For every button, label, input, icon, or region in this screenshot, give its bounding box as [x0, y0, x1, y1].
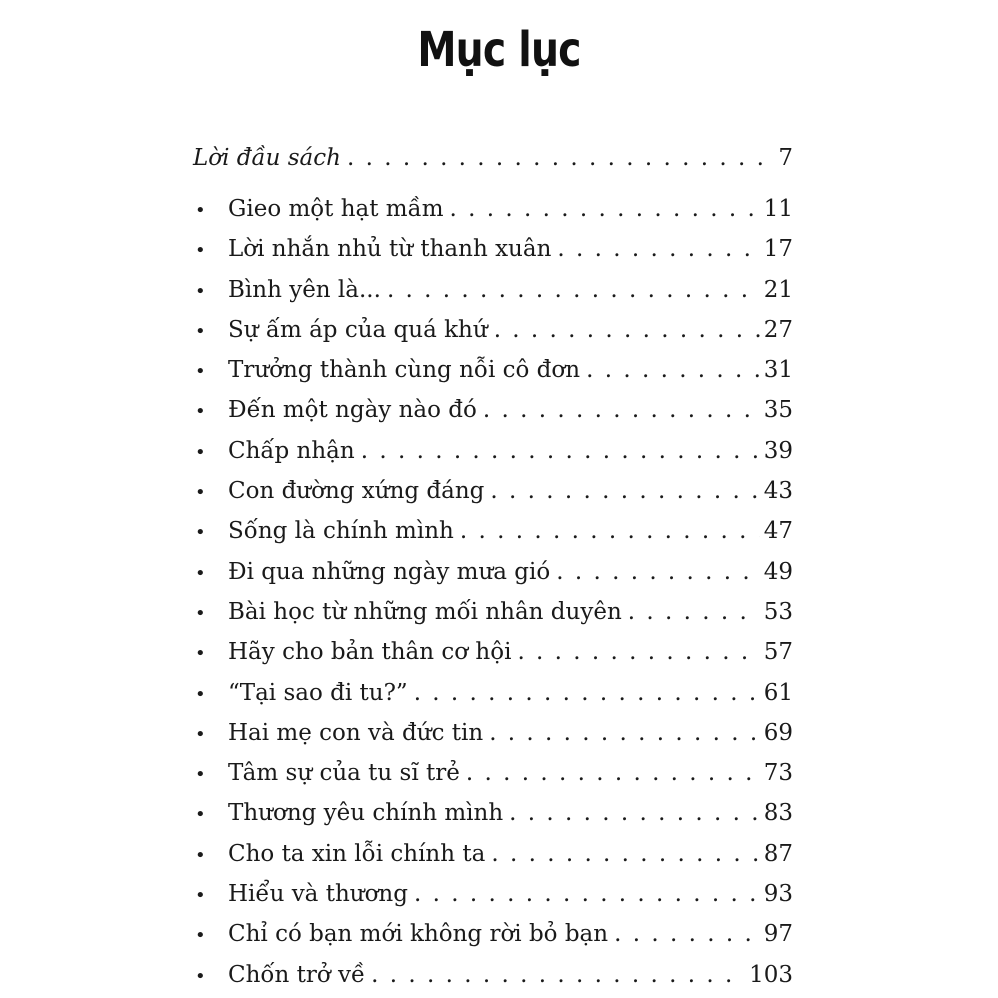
dot-leader	[414, 874, 760, 914]
dot-leader	[371, 955, 745, 995]
bullet-icon: •	[195, 240, 206, 262]
toc-entry-label: Hiểu và thương	[228, 881, 408, 908]
toc-entry-row[interactable]	[193, 390, 793, 430]
toc-entry-label: Hãy cho bản thân cơ hội	[228, 639, 512, 666]
bullet-icon: •	[195, 965, 206, 987]
toc-entry-label: Chấp nhận	[228, 437, 355, 464]
bullet-icon: •	[195, 200, 206, 221]
toc-preface-page: 7	[778, 145, 793, 171]
toc-entry-row[interactable]	[193, 592, 793, 632]
bullet-icon: •	[195, 401, 206, 423]
toc-preface-row[interactable]	[193, 138, 793, 189]
dot-leader	[628, 592, 760, 632]
toc-entry-page: 87	[763, 840, 793, 867]
bullet-icon: •	[195, 562, 206, 584]
dot-leader	[517, 632, 759, 672]
dot-leader	[491, 834, 759, 874]
toc-entry-page: 57	[763, 639, 793, 666]
toc-entry-row[interactable]	[193, 914, 793, 954]
toc-entry-page: 43	[763, 478, 793, 505]
toc-entries-list	[193, 189, 793, 995]
toc-entry-row[interactable]	[193, 310, 793, 350]
dot-leader	[489, 713, 760, 753]
toc-entry-label: Chốn trở về	[228, 961, 366, 988]
toc-entry-page: 103	[749, 961, 793, 988]
toc-entry-page: 11	[763, 196, 793, 222]
toc-entry-row[interactable]	[193, 632, 793, 672]
page-title: Mục lục	[417, 22, 581, 78]
bullet-icon: •	[195, 723, 206, 745]
toc-entry-page: 47	[763, 518, 793, 545]
dot-leader	[347, 138, 774, 178]
bullet-icon: •	[195, 522, 206, 544]
toc-entry-label: Con đường xứng đáng	[228, 478, 485, 505]
dot-leader	[614, 914, 760, 954]
toc-entry-label: Hai mẹ con và đức tin	[228, 719, 484, 746]
toc-entry-label: Chỉ có bạn mới không rời bỏ bạn	[228, 921, 609, 948]
bullet-icon: •	[195, 885, 206, 907]
bullet-icon: •	[195, 764, 206, 786]
dot-leader	[460, 511, 760, 551]
toc-entry-page: 93	[763, 881, 793, 908]
toc-entry-label: Bài học từ những mối nhân duyên	[228, 598, 622, 625]
toc-entry-row[interactable]	[193, 834, 793, 874]
bullet-icon: •	[195, 441, 206, 463]
dot-leader	[586, 350, 760, 390]
toc-entry-label: Sống là chính mình	[228, 518, 454, 545]
bullet-icon: •	[195, 361, 206, 383]
toc-entry-label: Sự ấm áp của quá khứ	[228, 316, 488, 343]
dot-leader	[509, 793, 760, 833]
toc-entry-row[interactable]	[193, 471, 793, 511]
toc-entry-row[interactable]	[193, 350, 793, 390]
dot-leader	[450, 189, 760, 229]
toc-entry-page: 27	[763, 316, 793, 343]
dot-leader	[490, 471, 759, 511]
toc-entry-row[interactable]	[193, 955, 793, 995]
toc-entry-page: 31	[763, 357, 793, 384]
dot-leader	[483, 390, 760, 430]
bullet-icon: •	[195, 643, 206, 665]
toc-entry-row[interactable]	[193, 874, 793, 914]
toc-entry-label: Cho ta xin lỗi chính ta	[228, 840, 486, 867]
toc-entry-label: Bình yên là...	[228, 276, 381, 303]
dot-leader	[494, 310, 760, 350]
bullet-icon: •	[195, 844, 206, 866]
dot-leader	[414, 673, 760, 713]
toc-entry-page: 17	[763, 236, 793, 263]
toc-entry-label: Trưởng thành cùng nỗi cô đơn	[228, 357, 581, 384]
toc-entry-label: Đi qua những ngày mưa gió	[228, 558, 551, 585]
bullet-icon: •	[195, 482, 206, 504]
toc-entry-row[interactable]	[193, 511, 793, 551]
toc-entry-label: “Tại sao đi tu?”	[228, 679, 408, 706]
toc-entry-row[interactable]	[193, 673, 793, 713]
bullet-icon: •	[195, 804, 206, 826]
toc-entry-label: Gieo một hạt mầm	[228, 196, 444, 222]
toc-entry-page: 61	[763, 679, 793, 706]
toc-entry-page: 83	[763, 800, 793, 827]
toc-entry-row[interactable]	[193, 189, 793, 229]
toc-entry-page: 21	[763, 276, 793, 303]
toc-entry-page: 53	[763, 598, 793, 625]
toc-entry-row[interactable]	[193, 753, 793, 793]
toc-entry-label: Lời nhắn nhủ từ thanh xuân	[228, 236, 552, 263]
dot-leader	[387, 270, 760, 310]
toc-entry-page: 35	[763, 397, 793, 424]
toc-entry-page: 69	[763, 719, 793, 746]
toc-entry-label: Thương yêu chính mình	[228, 800, 504, 827]
bullet-icon: •	[195, 602, 206, 624]
toc-entry-row[interactable]	[193, 229, 793, 269]
bullet-icon: •	[195, 320, 206, 342]
toc-entry-label: Tâm sự của tu sĩ trẻ	[228, 760, 460, 787]
toc-entry-page: 73	[763, 760, 793, 787]
toc-entry-row[interactable]	[193, 431, 793, 471]
dot-leader	[466, 753, 760, 793]
table-of-contents	[193, 138, 793, 995]
toc-entry-page: 97	[763, 921, 793, 948]
bullet-icon: •	[195, 925, 206, 947]
bullet-icon: •	[195, 683, 206, 705]
toc-entry-row[interactable]	[193, 270, 793, 310]
toc-preface-label: Lời đầu sách	[193, 145, 341, 171]
toc-entry-page: 39	[763, 437, 793, 464]
dot-leader	[361, 431, 760, 471]
dot-leader	[557, 229, 759, 269]
toc-entry-label: Đến một ngày nào đó	[228, 397, 477, 424]
toc-entry-row[interactable]	[193, 713, 793, 753]
toc-entry-row[interactable]	[193, 793, 793, 833]
toc-entry-row[interactable]	[193, 552, 793, 592]
toc-entry-page: 49	[763, 558, 793, 585]
bullet-icon: •	[195, 280, 206, 302]
dot-leader	[556, 552, 760, 592]
